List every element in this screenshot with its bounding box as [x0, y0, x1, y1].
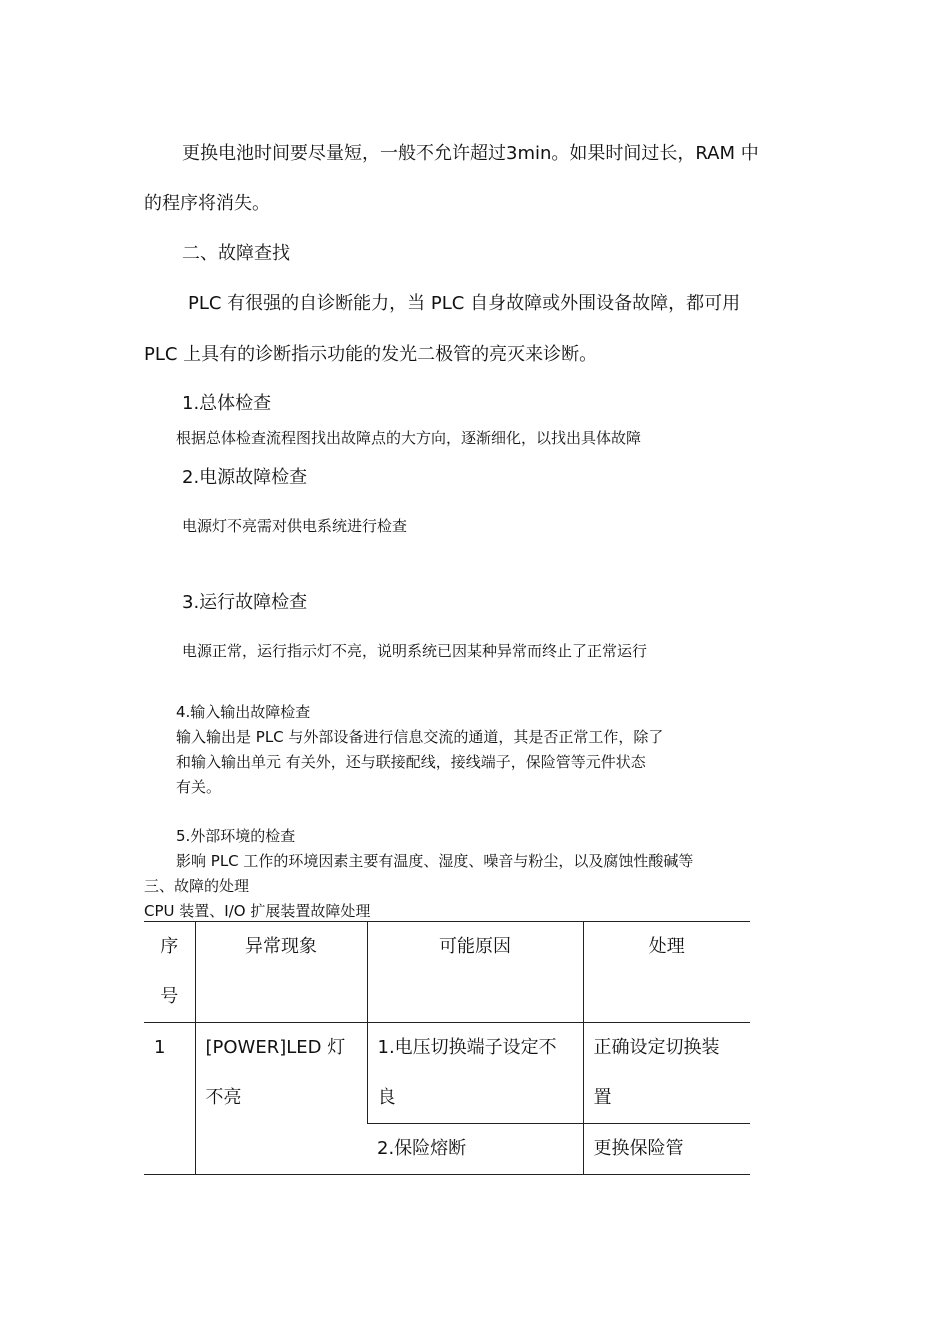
- item4-title: 4.输入输出故障检查: [176, 703, 311, 721]
- header-no: [144, 922, 195, 1023]
- cell-action-1-line2: 置: [593, 1087, 612, 1108]
- item5-title: 5.外部环境的检查: [176, 827, 296, 845]
- header-no-line2: 号: [160, 986, 179, 1007]
- item3-title: 3.运行故障检查: [182, 592, 308, 613]
- cell-symptom-line1: [POWER]LED 灯: [205, 1037, 346, 1058]
- item5-body: 影响 PLC 工作的环境因素主要有温度、湿度、噪音与粉尘，以及腐蚀性酸碱等: [176, 852, 694, 870]
- cell-cause-2: 2.保险熔断: [367, 1124, 583, 1175]
- cell-cause-1-line2: 良: [377, 1087, 396, 1108]
- cell-action-1-line1: 正确设定切换装: [593, 1037, 720, 1058]
- header-action: 处理: [583, 922, 750, 1023]
- battery-paragraph-line2: 的程序将消失。: [144, 193, 270, 214]
- cell-action-2: 更换保险管: [583, 1124, 750, 1175]
- cell-cause-1-line1: 1.电压切换端子设定不: [377, 1037, 557, 1058]
- cell-cause-1: [367, 1023, 583, 1124]
- table-row: [144, 1023, 750, 1124]
- cell-symptom: [195, 1023, 367, 1175]
- item2-title: 2.电源故障检查: [182, 467, 308, 488]
- item4-body-line1: 输入输出是 PLC 与外部设备进行信息交流的通道，其是否正常工作，除了: [176, 728, 664, 746]
- header-no-line1: 序: [160, 936, 179, 957]
- table-caption: CPU 装置、I/O 扩展装置故障处理: [144, 902, 371, 920]
- fault-table: [144, 921, 750, 1175]
- plc-paragraph-line1: PLC 有很强的自诊断能力，当 PLC 自身故障或外围设备故障，都可用: [188, 293, 741, 314]
- table-header-row: [144, 922, 750, 1023]
- section-title-fault-finding: 二、故障查找: [182, 243, 290, 264]
- item4-body-line2: 和输入输出单元 有关外，还与联接配线，接线端子，保险管等元件状态: [176, 753, 646, 771]
- battery-paragraph-line1: 更换电池时间要尽量短，一般不允许超过3min。如果时间过长，RAM 中: [182, 143, 759, 164]
- item3-body: 电源正常，运行指示灯不亮，说明系统已因某种异常而终止了正常运行: [182, 642, 648, 660]
- item1-title: 1.总体检查: [182, 393, 272, 414]
- header-symptom: 异常现象: [195, 922, 367, 1023]
- cell-symptom-line2: 不亮: [205, 1087, 242, 1108]
- item1-body: 根据总体检查流程图找出故障点的大方向，逐渐细化，以找出具体故障: [176, 429, 642, 447]
- cell-no: 1: [144, 1023, 195, 1175]
- section-title-fault-handling: 三、故障的处理: [144, 877, 250, 895]
- plc-paragraph-line2: PLC 上具有的诊断指示功能的发光二极管的亮灭来诊断。: [144, 344, 598, 365]
- header-cause: 可能原因: [367, 922, 583, 1023]
- item2-body: 电源灯不亮需对供电系统进行检查: [182, 517, 408, 535]
- item4-body-line3: 有关。: [176, 778, 222, 796]
- cell-action-1: [583, 1023, 750, 1124]
